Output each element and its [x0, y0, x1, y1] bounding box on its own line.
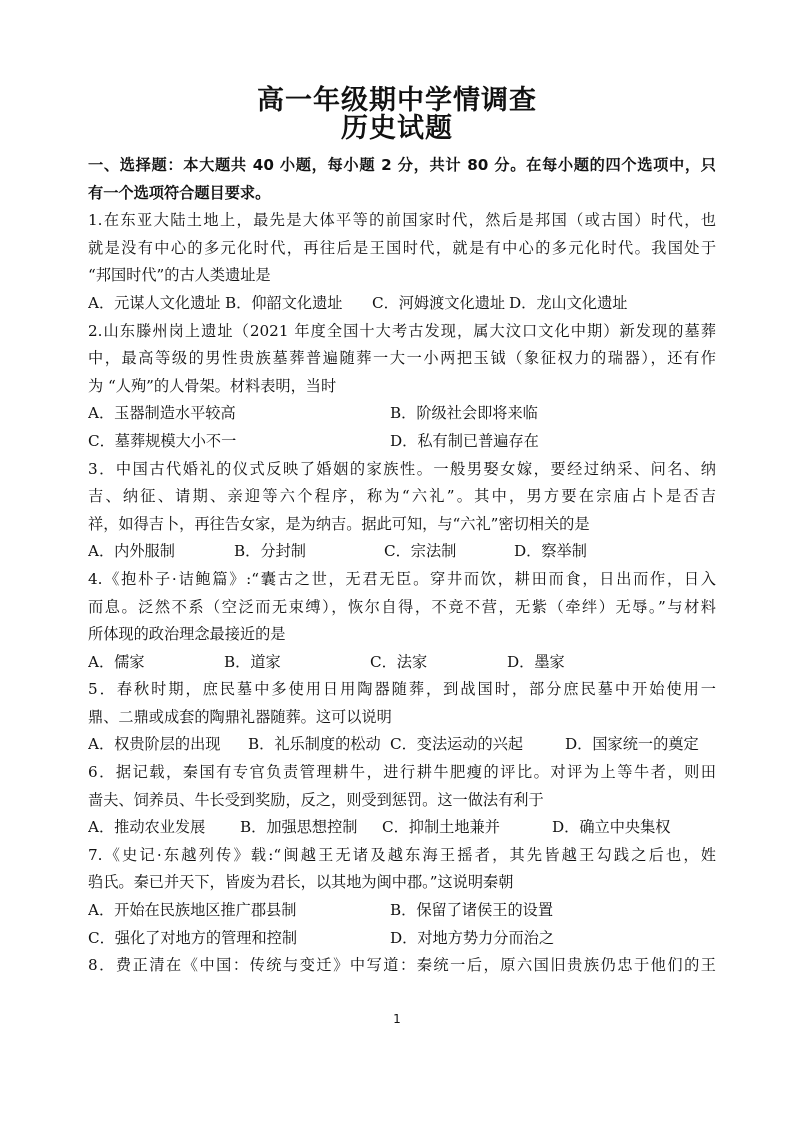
question-stem: 中，最高等级的男性贵族墓葬普遍随葬一大一小两把玉钺（象征权力的瑞器），还有作 [88, 349, 716, 368]
option-b: B．保留了诸侯王的设置 [390, 901, 554, 920]
question-options [88, 290, 716, 318]
question-options [88, 649, 716, 677]
question-options [88, 400, 716, 428]
option-d: D．察举制 [514, 542, 587, 561]
question-stem: 7.《史记·东越列传》载:“闽越王无诸及越东海王摇者，其先皆越王勾践之后也，姓 [88, 845, 716, 864]
question-stem: 所体现的政治理念最接近的是 [88, 625, 286, 644]
option-b: B．阶级社会即将来临 [390, 404, 538, 423]
option-b: B．礼乐制度的松动 [248, 735, 381, 754]
question-7 [88, 842, 716, 952]
question-options [88, 814, 716, 842]
question-stem: 5．春秋时期，庶民墓中多使用日用陶器随葬，到战国时，部分庶民墓中开始使用一 [88, 680, 716, 699]
question-2 [88, 318, 716, 456]
question-4 [88, 566, 716, 676]
option-c: C．强化了对地方的管理和控制 [88, 928, 298, 947]
question-options [88, 731, 716, 759]
option-a: A．元谋人文化遗址 [88, 293, 221, 312]
question-3 [88, 456, 716, 566]
option-d: D．确立中央集权 [552, 818, 671, 837]
question-options [88, 897, 716, 925]
question-options [88, 538, 716, 566]
question-stem: 6．据记载，秦国有专官负责管理耕牛，进行耕牛肥瘦的评比。对评为上等牛者，则田 [88, 763, 716, 782]
option-d: D．墨家 [507, 652, 565, 671]
question-stem: 就是没有中心的多元化时代，再往后是王国时代，就是有中心的多元化时代。我国处于 [88, 238, 716, 257]
option-d: D．对地方势力分而治之 [390, 928, 555, 947]
option-d: D．龙山文化遗址 [509, 293, 628, 312]
option-c: C．法家 [370, 652, 428, 671]
option-a: A．开始在民族地区推广郡县制 [88, 901, 297, 920]
exam-content [88, 152, 716, 980]
option-c: C．抑制土地兼并 [382, 818, 500, 837]
page-subtitle: 历史试题 [341, 113, 453, 144]
question-stem: 祥，如得吉卜，再往告女家，是为纳吉。据此可知，与“六礼”密切相关的是 [88, 514, 590, 533]
question-stem: 3．中国古代婚礼的仪式反映了婚姻的家族性。一般男娶女嫁，要经过纳采、问名、纳 [88, 459, 716, 478]
question-5 [88, 676, 716, 759]
page-number: 1 [393, 1012, 401, 1026]
option-c: C．墓葬规模大小不一 [88, 431, 237, 450]
question-options [88, 428, 716, 456]
option-b: B．分封制 [234, 542, 306, 561]
option-c: C．宗法制 [384, 542, 457, 561]
option-b: B．加强思想控制 [240, 818, 358, 837]
option-a: A．儒家 [88, 652, 145, 671]
question-stem: 鼎、二鼎或成套的陶鼎礼器随葬。这可以说明 [88, 707, 392, 726]
option-d: D．私有制已普遍存在 [390, 431, 539, 450]
option-c: C．变法运动的兴起 [390, 735, 524, 754]
question-8 [88, 952, 716, 980]
option-a: A．权贵阶层的出现 [88, 735, 221, 754]
question-stem: 2.山东滕州岗上遗址（2021 年度全国十大考古发现，属大汶口文化中期）新发现的墓葬 [88, 321, 716, 340]
question-options [88, 925, 716, 953]
option-b: B．道家 [224, 652, 281, 671]
question-stem: 为 “人殉”的人骨架。材料表明，当时 [88, 376, 337, 395]
option-a: A．玉器制造水平较高 [88, 404, 236, 423]
section-instructions-cont: 有一个选项符合题目要求。 [88, 183, 271, 202]
question-stem: 啬夫、饲养员、牛长受到奖励，反之，则受到惩罚。这一做法有利于 [88, 790, 544, 809]
question-stem: 4.《抱朴子·诘鲍篇》:“囊古之世，无君无臣。穿井而饮，耕田而食，日出而作，日入 [88, 569, 716, 588]
question-stem: 1.在东亚大陆土地上，最先是大体平等的前国家时代，然后是邦国（或古国）时代，也 [88, 211, 716, 230]
question-1 [88, 207, 716, 317]
question-stem: 吉、纳征、请期、亲迎等六个程序，称为“六礼”。其中，男方要在宗庙占卜是否吉 [88, 487, 716, 506]
page-title: 高一年级期中学情调查 [257, 85, 537, 116]
option-a: A．内外服制 [88, 542, 175, 561]
question-stem: “邦国时代”的古人类遗址是 [88, 266, 271, 285]
option-b: B．仰韶文化遗址 [225, 293, 343, 312]
section-instructions: 一、选择题：本大题共 40 小题，每小题 2 分，共计 80 分。在每小题的四个选项中，只 [88, 156, 716, 174]
option-c: C．河姆渡文化遗址 [372, 293, 506, 312]
question-stem: 而息。泛然不系（空泛而无束缚），恢尔自得，不竞不营，无紫（牵绊）无辱。”与材料 [88, 597, 716, 616]
question-stem: 8．费正清在《中国：传统与变迁》中写道：秦统一后，原六国旧贵族仍忠于他们的王 [88, 956, 716, 975]
option-d: D．国家统一的奠定 [565, 735, 699, 754]
question-stem: 驺氏。秦已并天下，皆废为君长，以其地为闽中郡。”这说明秦朝 [88, 873, 514, 892]
option-a: A．推动农业发展 [88, 818, 206, 837]
question-6 [88, 759, 716, 842]
